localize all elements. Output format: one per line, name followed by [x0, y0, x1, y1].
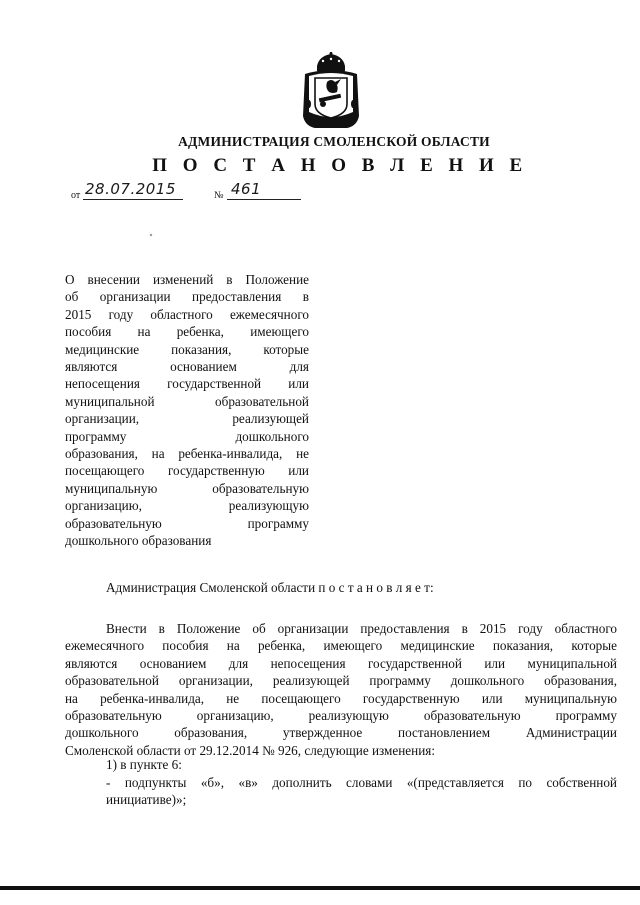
main-paragraph	[65, 620, 617, 759]
paragraph-line: являются основанием для непосещения государственной или муниципальной	[65, 655, 617, 671]
date-number-line	[71, 180, 311, 204]
document-subject	[65, 271, 309, 550]
subject-line: муниципальной образовательной	[65, 393, 309, 409]
page-bottom-border	[0, 886, 640, 890]
paragraph-line: дошкольного образования, утвержденное постановлением Администрации	[65, 725, 617, 741]
sub-item-line: - подпункты «б», «в» дополнить словами «(представляется по собственной	[106, 775, 617, 790]
sub-item-paragraph	[65, 774, 617, 809]
subject-line: образования, на ребенка-инвалида, не	[65, 446, 309, 462]
subject-line: посещающего государственную или	[65, 463, 309, 479]
subject-line: дошкольного образования	[65, 533, 212, 549]
subject-line: являются основанием для	[65, 359, 309, 375]
paragraph-line: Внести в Положение об организации предоставления в 2015 году областного	[106, 621, 617, 636]
sub-item-line: инициативе)»;	[106, 792, 187, 808]
subject-line: программу дошкольного	[65, 428, 309, 444]
number-underline	[227, 199, 301, 200]
date-underline	[83, 199, 183, 200]
paragraph-line: образовательную организацию, реализующую образовательную программу	[65, 708, 617, 724]
subject-line: непосещения государственной или	[65, 376, 309, 392]
list-item-1: 1) в пункте 6:	[106, 757, 182, 772]
paragraph-line: образовательной организации, реализующей программу дошкольного образования,	[65, 673, 617, 689]
subject-line: организации, реализующей	[65, 411, 309, 427]
paragraph-line: ежемесячного пособия на ребенка, имеющего медицинские показания, которые	[65, 638, 617, 654]
document-type-title: П О С Т А Н О В Л Е Н И Е	[152, 155, 528, 176]
number-value: 461	[231, 180, 262, 198]
subject-line: пособия на ребенка, имеющего	[65, 324, 309, 340]
organization-title: АДМИНИСТРАЦИЯ СМОЛЕНСКОЙ ОБЛАСТИ	[178, 134, 490, 149]
subject-line: муниципальную образовательную	[65, 480, 309, 496]
subject-line: О внесении изменений в Положение	[65, 272, 309, 287]
paragraph-line: на ребенка-инвалида, не посещающего государственную или муниципальную	[65, 690, 617, 706]
date-value: 28.07.2015	[85, 180, 176, 198]
coat-of-arms-emblem	[297, 52, 365, 130]
number-prefix: №	[214, 190, 224, 201]
paragraph-line: Смоленской области от 29.12.2014 № 926, следующие изменения:	[65, 742, 436, 758]
subject-line: медицинские показания, которые	[65, 341, 309, 357]
subject-line: организацию, реализующую	[65, 498, 309, 514]
scan-speck	[150, 234, 153, 237]
subject-line: об организации предоставления в	[65, 289, 309, 305]
decree-statement: Администрация Смоленской области п о с т а н о в л я е т:	[106, 580, 434, 595]
date-prefix: от	[71, 190, 81, 201]
subject-line: образовательную программу	[65, 515, 309, 531]
subject-line: 2015 году областного ежемесячного	[65, 306, 309, 322]
